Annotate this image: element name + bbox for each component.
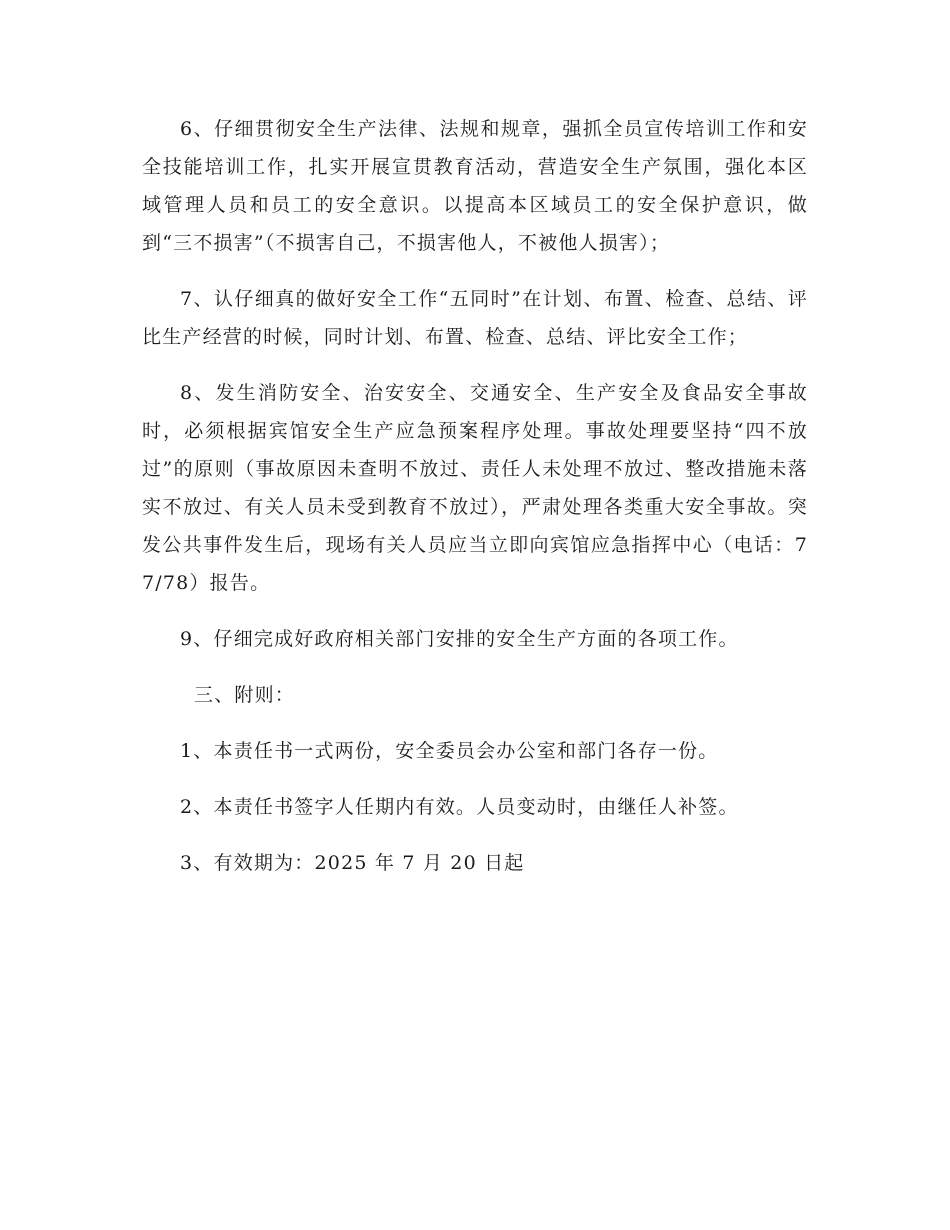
paragraph-item-9: 9、仔细完成好政府相关部门安排的安全生产方面的各项工作。: [180, 628, 739, 650]
paragraph-item-7: 7、认仔细真的做好安全工作“五同时”在计划、布置、检查、总结、评比生产经营的时候，同时计划、布置、检查、总结、评比安全工作；: [142, 288, 808, 348]
appendix-item-1: 1、本责任书一式两份，安全委员会办公室和部门各存一份。: [180, 740, 719, 762]
appendix-item-3: 3、有效期为：2025 年 7 月 20 日起: [180, 852, 525, 874]
appendix-item-2: 2、本责任书签字人任期内有效。人员变动时，由继任人补签。: [180, 796, 739, 818]
paragraph-item-6: 6、仔细贯彻安全生产法律、法规和规章，强抓全员宣传培训工作和安全技能培训工作，扎实开展宣贯教育活动，营造安全生产氛围，强化本区域管理人员和员工的安全意识。以提高本区域员工的安全保护意识，做到“三不损害”（不损害自己，不损害他人，不被他人损害）；: [142, 118, 808, 254]
paragraph-item-8: 8、发生消防安全、治安安全、交通安全、生产安全及食品安全事故时，必须根据宾馆安全生产应急预案程序处理。事故处理要坚持“四不放过”的原则（事故原因未查明不放过、责任人未处理不放过、整改措施未落实不放过、有关人员未受到教育不放过），严肃处理各类重大安全事故。突发公共事件发生后，现场有关人员应当立即向宾馆应急指挥中心（电话：77/78）报告。: [142, 382, 808, 594]
document-body: [142, 110, 808, 900]
section-heading: 三、附则：: [194, 684, 296, 706]
